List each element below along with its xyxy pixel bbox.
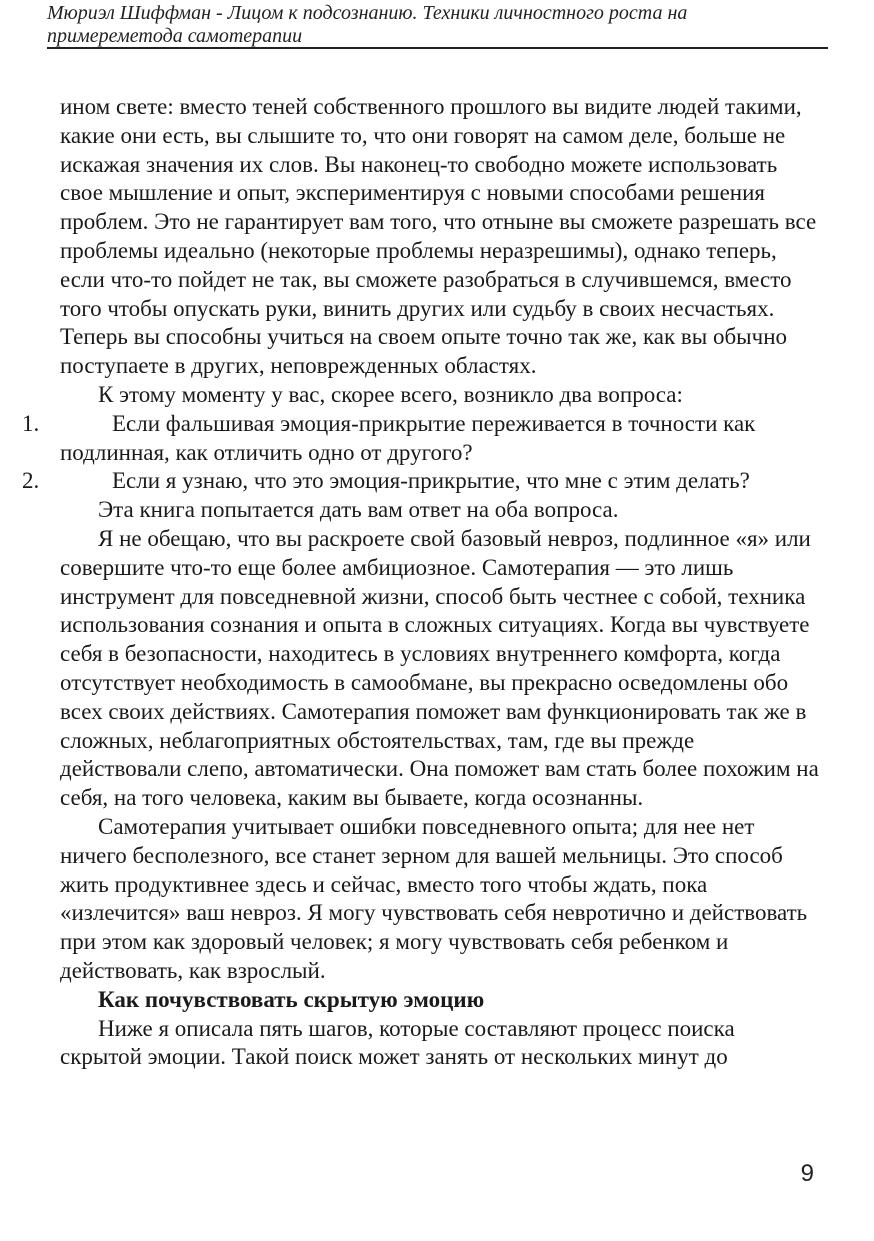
paragraph-1: ином свете: вместо теней собственного прошлого вы видите людей такими, какие они есть, вы слышите то, что они говорят на самом деле, больше не искажая значения их слов. Вы наконец-то свободно можете использовать свое мышление и опыт, экспериментируя с новыми способами решения проблем. Это не гарантирует вам того, что отныне вы сможете разрешать все проблемы идеально (некоторые проблемы неразрешимы), однако теперь, если что-то пойдет не так, вы сможете разобраться в случившемся, вместо того чтобы опускать руки, винить других или судьбу в своих несчастьях. Теперь вы способны учиться на своем опыте точно так же, как вы обычно поступаете в других, неповрежденных областях. (60, 94, 817, 379)
paragraph-6: Ниже я описала пять шагов, которые составляют процесс поиска скрытой эмоции. Такой поиск может занять от нескольких минут до (60, 1015, 735, 1070)
list-item-number: 2. (22, 468, 40, 494)
paragraph-3: Эта книга попытается дать вам ответ на оба вопроса. (98, 497, 619, 523)
header-divider (47, 47, 828, 49)
list-item (22, 467, 820, 496)
paragraph-4: Я не обещаю, что вы раскроете свой базовый невроз, подлинное «я» или совершите что-то еще более амбициозное. Самотерапия — это лишь инструмент для повседневной жизни, способ быть честнее с собой, техника использования сознания и опыта в сложных ситуациях. Когда вы чувствуете себя в безопасности, находитесь в условиях внутреннего комфорта, когда отсутствует необходимость в самообмане, вы прекрасно осведомлены обо всех своих действиях. Самотерапия поможет вам функционировать так же в сложных, неблагоприятных обстоятельствах, там, где вы прежде действовали слепо, автоматически. Она поможет вам стать более похожим на себя, на того человека, каким вы бываете, когда осознанны. (60, 525, 819, 811)
header-line-2: примереметода самотерапии (47, 25, 303, 47)
paragraph-2: К этому моменту у вас, скорее всего, возникло два вопроса: (98, 381, 683, 407)
list-item-text: Если я узнаю, что это эмоция-прикрытие, что мне с этим делать? (112, 468, 750, 494)
section-heading: Как почувствовать скрытую эмоцию (98, 986, 485, 1012)
list-item-number: 1. (22, 410, 40, 436)
page-body (22, 93, 820, 1072)
page-number: 9 (800, 1160, 814, 1187)
paragraph-5: Самотерапия учитывает ошибки повседневного опыта; для нее нет ничего бесполезного, все станет зерном для вашей мельницы. Это способ жить продуктивнее здесь и сейчас, вместо того чтобы ждать, пока «излечится» ваш невроз. Я могу чувствовать себя невротично и действовать при этом как здоровый человек; я могу чувствовать себя ребенком и действовать, как взрослый. (60, 813, 808, 983)
running-header (47, 2, 828, 48)
list-item (22, 410, 820, 468)
list-item-text: Если фальшивая эмоция-прикрытие переживается в точности как подлинная, как отличить одно от другого? (60, 410, 756, 465)
header-line-1: Мюриэл Шиффман - Лицом к подсознанию. Техники личностного роста на (47, 2, 688, 24)
